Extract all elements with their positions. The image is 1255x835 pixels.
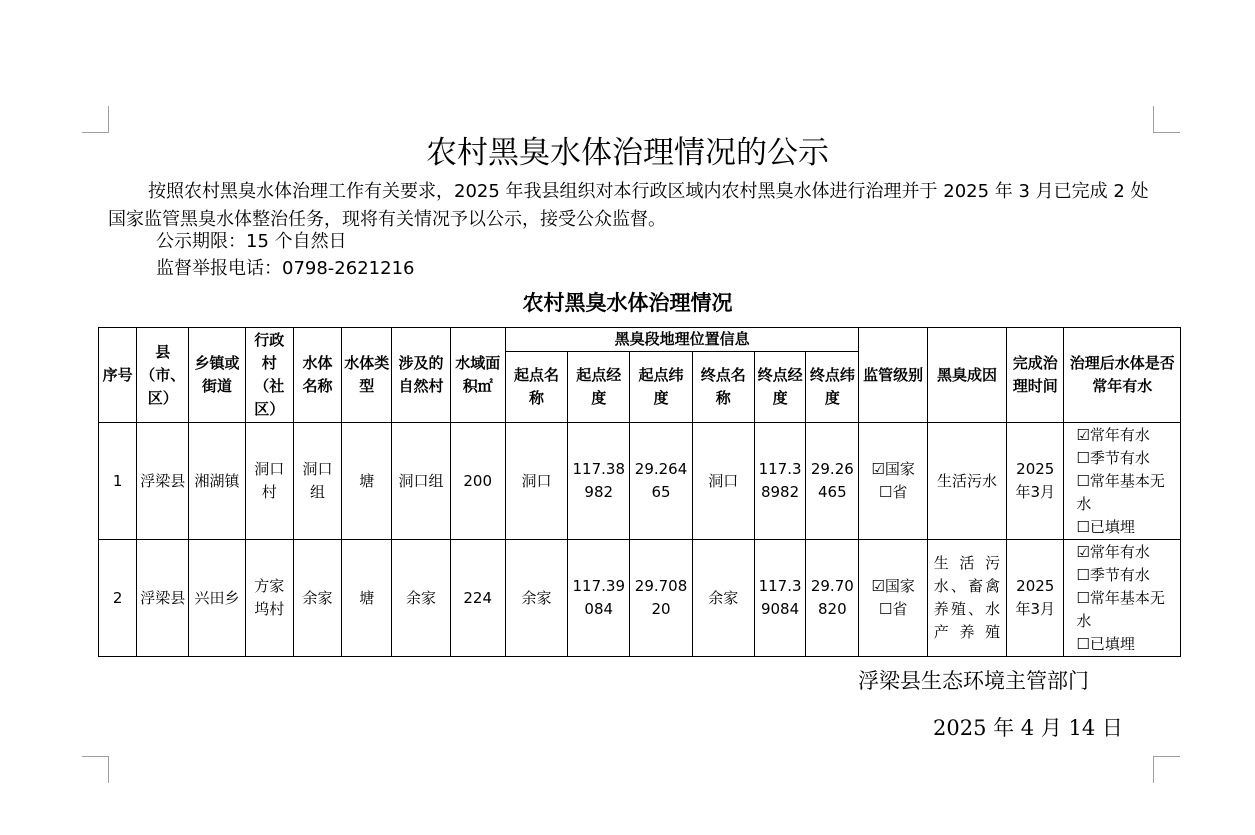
cell-area: 200 <box>450 423 505 540</box>
crop-mark-bottom-right <box>1153 756 1180 783</box>
cell-natural-village: 洞口组 <box>392 423 450 540</box>
checkbox-national: ☑国家 <box>871 460 915 478</box>
cell-town: 湘湖镇 <box>189 423 245 540</box>
report-phone: 监督举报电话：0798-2621216 <box>156 258 415 279</box>
intro-paragraph: 按照农村黑臭水体治理工作有关要求，2025 年我县组织对本行政区域内农村黑臭水体进行治理并于 2025 年 3 月已完成 2 处国家监管黑臭水体整治任务，现将有关情况予以公示，接受公众监督。 <box>108 181 1149 230</box>
cell-start-lon: 117.38982 <box>568 423 630 540</box>
cell-seq: 2 <box>99 540 137 657</box>
issuing-organization: 浮梁县生态环境主管部门 <box>858 669 1089 693</box>
crop-mark-top-right <box>1153 106 1180 133</box>
cell-start-lon: 117.39084 <box>568 540 630 657</box>
cell-natural-village: 余家 <box>392 540 450 657</box>
header-start-name: 起点名称 <box>505 352 567 423</box>
option-seasonal: ☐季节有水 <box>1076 448 1150 467</box>
header-water-name: 水体名称 <box>293 328 341 423</box>
option-mostly-dry: ☐常年基本无水 <box>1076 588 1165 630</box>
header-start-lon: 起点经度 <box>568 352 630 423</box>
header-town: 乡镇或街道 <box>189 328 245 423</box>
cell-level <box>859 423 927 540</box>
cell-water-name: 余家 <box>293 540 341 657</box>
checkbox-province: ☐省 <box>878 600 908 618</box>
issue-date: 2025 年 4 月 14 日 <box>933 716 1123 740</box>
header-cause: 黑臭成因 <box>927 328 1006 423</box>
cell-cause: 生活污水、畜禽养殖、水产养殖 <box>927 540 1006 657</box>
header-done-time: 完成治理时间 <box>1007 328 1064 423</box>
checkbox-national: ☑国家 <box>871 577 915 595</box>
cell-start-name: 洞口 <box>505 423 567 540</box>
cell-water-type: 塘 <box>342 540 392 657</box>
checkbox-province: ☐省 <box>878 483 908 501</box>
cell-end-name: 余家 <box>692 540 754 657</box>
table-row <box>99 540 1181 657</box>
cell-town: 兴田乡 <box>189 540 245 657</box>
cell-after <box>1064 423 1181 540</box>
crop-mark-bottom-left <box>82 756 109 783</box>
header-village: 行政村（社区） <box>245 328 293 423</box>
header-level: 监管级别 <box>859 328 927 423</box>
header-county: 县（市、区） <box>137 328 189 423</box>
table-header-row <box>99 328 1181 352</box>
cell-end-lat: 29.70820 <box>806 540 859 657</box>
option-seasonal: ☐季节有水 <box>1076 565 1150 584</box>
header-start-lat: 起点纬度 <box>630 352 692 423</box>
header-geo-group: 黑臭段地理位置信息 <box>505 328 859 352</box>
cell-start-lat: 29.70820 <box>630 540 692 657</box>
cell-done-time: 2025年3月 <box>1007 423 1064 540</box>
cell-village: 洞口村 <box>245 423 293 540</box>
notice-period: 公示期限：15 个自然日 <box>156 231 347 252</box>
crop-mark-top-left <box>82 106 109 133</box>
header-natural-village: 涉及的自然村 <box>392 328 450 423</box>
header-water-type: 水体类型 <box>342 328 392 423</box>
cell-done-time: 2025年3月 <box>1007 540 1064 657</box>
option-mostly-dry: ☐常年基本无水 <box>1076 471 1165 513</box>
cell-level <box>859 540 927 657</box>
header-seq: 序号 <box>99 328 137 423</box>
cell-county: 浮梁县 <box>137 540 189 657</box>
cell-start-lat: 29.26465 <box>630 423 692 540</box>
cell-end-name: 洞口 <box>692 423 754 540</box>
header-after: 治理后水体是否常年有水 <box>1064 328 1181 423</box>
cell-water-type: 塘 <box>342 423 392 540</box>
header-end-name: 终点名称 <box>692 352 754 423</box>
cell-end-lon: 117.38982 <box>754 423 805 540</box>
header-area: 水域面积㎡ <box>450 328 505 423</box>
option-filled: ☐已填埋 <box>1076 634 1135 653</box>
cell-county: 浮梁县 <box>137 423 189 540</box>
cell-after <box>1064 540 1181 657</box>
cell-water-name: 洞口组 <box>293 423 341 540</box>
option-year-round: ☑常年有水 <box>1076 425 1150 444</box>
cell-area: 224 <box>450 540 505 657</box>
cell-end-lat: 29.26465 <box>806 423 859 540</box>
document-title: 农村黑臭水体治理情况的公示 <box>426 135 829 171</box>
header-end-lat: 终点纬度 <box>806 352 859 423</box>
cell-cause: 生活污水 <box>927 423 1006 540</box>
table-title: 农村黑臭水体治理情况 <box>522 290 733 315</box>
option-filled: ☐已填埋 <box>1076 517 1135 536</box>
header-end-lon: 终点经度 <box>754 352 805 423</box>
cell-start-name: 余家 <box>505 540 567 657</box>
option-year-round: ☑常年有水 <box>1076 542 1150 561</box>
cell-village: 方家坞村 <box>245 540 293 657</box>
governance-table <box>98 327 1181 657</box>
table-row <box>99 423 1181 540</box>
cell-end-lon: 117.39084 <box>754 540 805 657</box>
cell-seq: 1 <box>99 423 137 540</box>
